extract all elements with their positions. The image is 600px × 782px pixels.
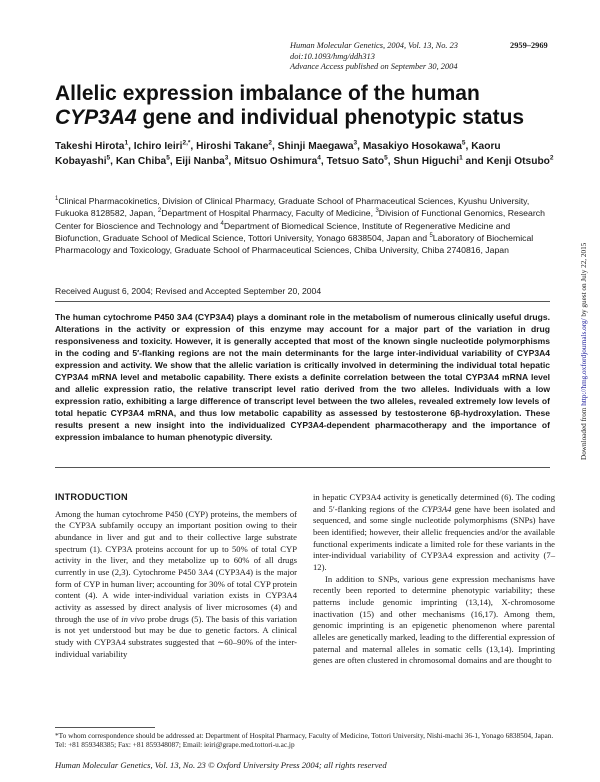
abstract-top-rule <box>55 301 550 302</box>
author-affiliation-mark: 2 <box>268 139 272 147</box>
author-affiliation-mark: 5 <box>461 139 466 147</box>
author-separator: , <box>465 141 472 152</box>
affiliation-text: Department of Biomedical Science, Institute of Regenerative Medicine and Biofunction, Graduate School of Medical Science, Tottori University, Yonago 6838504, Japan and <box>55 220 511 243</box>
affiliation-text: Division of Functional Genomics, Research Center for Bioscience and Technology and <box>55 208 545 231</box>
footnote-rule <box>55 727 155 728</box>
body-column-right <box>313 492 555 667</box>
author-separator: , <box>169 156 176 167</box>
affiliation-mark: 2 <box>157 208 162 215</box>
author-name: Kenji Otsubo <box>486 156 550 167</box>
author-affiliation-mark: 5 <box>384 154 388 162</box>
doi[interactable]: doi:10.1093/hmg/ddh313 <box>290 51 375 61</box>
author-name: Tetsuo Sato <box>326 156 385 167</box>
author-name: Kan Chiba <box>115 156 167 167</box>
author-separator: and <box>462 156 487 167</box>
author-affiliation-mark: 1 <box>124 139 129 147</box>
article-title <box>55 82 555 130</box>
author-affiliation-mark: 3 <box>224 154 229 162</box>
author-separator: , <box>110 156 116 167</box>
author-separator: , <box>228 156 235 167</box>
author-separator: , <box>128 141 134 152</box>
received-dates: Received August 6, 2004; Revised and Accepted September 20, 2004 <box>55 286 322 296</box>
author-separator: , <box>320 156 327 167</box>
abstract: The human cytochrome P450 3A4 (CYP3A4) plays a dominant role in the metabolism of numerous clinically useful drugs. Alterations in the activity or expression of this enzyme may account for a major part of the variation in drug responsiveness and toxicity. However, it is generally accepted that most of the known single nucleotide polymorphisms in the coding and 5′-flanking regions are not the main determinants for the large inter-individual variability of CYP3A4 expression and activity. We show that the allelic variation is critically involved in determining the individual total hepatic CYP3A4 mRNA level and metabolic capability. There exists a definite correlation between the total CYP3A4 mRNA level and allelic expression ratio, the relative transcript level ratio derived from the two alleles. Individuals with a low expression ratio, exhibiting a large difference of transcript level between the two alleles, revealed extremely low levels of total hepatic CYP3A4 mRNA, and thus low metabolic capability as assessed by testosterone 6β-hydroxylation. These results present a new insight into the individualized CYP3A4-dependent pharmacotherapy and the importance of expression imbalance to human phenotypic diversity. <box>55 312 550 442</box>
author-affiliation-mark: 5 <box>166 154 170 162</box>
intro-paragraph-2: In addition to SNPs, various gene expression mechanisms have recently been reported to determine phenotypic variability; these patterns include genomic imprinting (13,14), X-chromosome inactivation (15) and other mechanisms (16,17). Among them, genomic imprinting is an epigenetic phenomenon where parental alleles are genetically marked, leading to the differential expression of paternal and maternal alleles in somatic cells (13,14). Imprinting genes are often clustered in chromosomal domains and are thought to <box>313 573 555 666</box>
affiliation-text: Clinical Pharmacokinetics, Division of Clinical Pharmacy, Graduate School of Pharmaceutical Sciences, Kyushu University, Fukuoka 8128582, Japan, <box>55 196 530 219</box>
author-name: Mitsuo Oshimura <box>234 156 318 167</box>
title-line-2: gene and individual phenotypic status <box>136 106 525 129</box>
body-column-left <box>55 492 297 660</box>
author-affiliation-mark: 2,* <box>182 139 191 147</box>
author-affiliation-mark: 1 <box>459 154 463 162</box>
download-stamp: Downloaded from http://hmg.oxfordjournals.org/ by guest on July 22, 2015 <box>580 242 588 460</box>
title-line-1: Allelic expression imbalance of the human <box>55 82 480 105</box>
author-separator: , <box>190 141 197 152</box>
intro-paragraph-1-cont: in hepatic CYP3A4 activity is genetically determined (6). The coding and 5′-flanking regions of the CYP3A4 gene have been isolated and sequenced, and some single nucleotide polymorphisms (SNPs) have been identified; however, their allelic frequencies and/or the available functional experiments indicate a limited role for these variants in the inter-individual variability of CYP3A4 expression and activity (7–12). <box>313 492 555 572</box>
author-separator: , <box>271 141 278 152</box>
correspondence-footnote: *To whom correspondence should be addressed at: Department of Hospital Pharmacy, Faculty of Medicine, Tottori University, Nishi-machi 36-1, Yonago 6838504, Japan. Tel: +81 859348385; Fax: +81 859348087; Email: ieiri@grape.med.tottori-u.ac.jp <box>55 731 554 750</box>
abstract-bottom-rule <box>55 467 550 468</box>
author-affiliation-mark: 3 <box>353 139 358 147</box>
page-footer: Human Molecular Genetics, Vol. 13, No. 23 © Oxford University Press 2004; all rights reserved <box>55 760 387 770</box>
page-range: 2959–2969 <box>510 41 548 50</box>
author-affiliation-mark: 2 <box>549 154 554 162</box>
advance-access-date: Advance Access published on September 30, 2004 <box>290 62 458 71</box>
author-name: Shinji Maegawa <box>277 141 354 152</box>
affiliation-text: Laboratory of Biochemical Pharmacology and Toxicology, Graduate School of Pharmaceutical Sciences, Chiba University, Chiba 2740816, Japan <box>55 232 534 256</box>
author-separator: , <box>387 156 394 167</box>
author-separator: , <box>357 141 363 152</box>
affiliation-mark: 5 <box>429 233 433 239</box>
affiliation-mark: 4 <box>220 220 224 227</box>
author-name: Kaoru Kobayashi <box>55 141 501 167</box>
download-link[interactable]: http://hmg.oxfordjournals.org/ <box>580 318 588 406</box>
section-heading-introduction: INTRODUCTION <box>55 492 128 502</box>
author-affiliation-mark: 5 <box>106 154 111 162</box>
author-list <box>55 139 555 169</box>
affiliation-mark: 1 <box>55 196 59 203</box>
author-name: Takeshi Hirota <box>55 141 125 152</box>
author-name: Shun Higuchi <box>393 156 460 167</box>
affiliation-text: Department of Hospital Pharmacy, Faculty of Medicine, <box>161 208 376 219</box>
affiliation-mark: 3 <box>375 208 379 215</box>
affiliations <box>55 195 550 256</box>
journal-citation: Human Molecular Genetics, 2004, Vol. 13, No. 23 <box>290 41 458 50</box>
author-name: Ichiro Ieiri <box>133 141 183 152</box>
title-gene-name: CYP3A4 <box>55 106 137 129</box>
author-affiliation-mark: 4 <box>317 154 321 162</box>
author-name: Masakiyo Hosokawa <box>362 141 462 152</box>
author-name: Hiroshi Takane <box>196 141 269 152</box>
intro-paragraph-1: Among the human cytochrome P450 (CYP) proteins, the members of the CYP3A subfamily occupy an important position owing to their abundance in liver and gut and to their collective large substrate spectrum (1). CYP3A proteins account for up to 50% of total CYP activity in the liver, and they metabolize up to 60% of all drugs currently in use (2,3). Cytochrome P450 3A4 (CYP3A4) is the major form of CYP in human liver; accounting for 30% of total CYP protein content (4). A wide inter-individual variation exists in CYP3A4 activity as assessed by direct analysis of liver microsomes (4) and through the use of in vivo probe drugs (5). The basis of this variation is not yet understood but may be due to genetic factors. A clinical study with CYP3A4 substrates suggested that ∼60–90% of the inter-individual variability <box>55 508 297 659</box>
author-name: Eiji Nanba <box>175 156 225 167</box>
